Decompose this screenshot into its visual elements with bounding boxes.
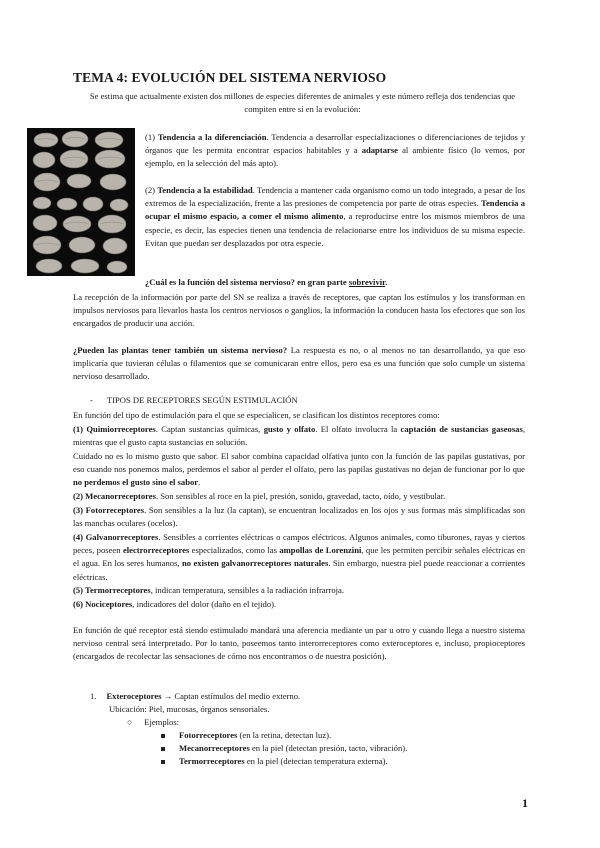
exteroceptors-heading: Exteroceptores: [106, 691, 162, 701]
receptor-1-text-e: , mientras que el gusto capta sustancias en solución.: [73, 424, 525, 448]
taste-note-text: Cuidado no es lo mismo gusto que sabor. El sabor combina capacidad olfativa junto con la función de las papilas gustativas, por eso cuando nos ponemos malos, perdemos el sabor al perder el olfato, pero las papilas gustativas no dejan de funcionar por lo que: [73, 451, 525, 475]
circle-bullet-icon: ○: [127, 717, 133, 727]
example-text: en la piel (detectan temperatura externa).: [244, 756, 388, 767]
section-heading: [90, 394, 520, 407]
exteroceptors-location: Ubicación: Piel, mucosas, órganos sensoriales.: [109, 704, 270, 714]
taste-note-end: .: [198, 477, 201, 488]
question-function-ns-text: ¿Cuál es la función del sistema nervioso? en gran parte: [145, 277, 349, 287]
question-function-ns-period: .: [385, 277, 388, 287]
receptor-3-text: . Son sensibles a la luz (la captan), se encuentran localizados en los ojos y sus formas más simplificadas son las manchas oculares (ocelos).: [73, 505, 526, 529]
receptor-1-text-c: . El olfato involucra la: [315, 424, 401, 434]
function-paragraph: En función de qué receptor está siendo estimulado mandará una aferencia mediante un par u otro y cuando llega a nuestro sistema nervioso central será interpretado. Por lo tanto, poseemos tanto interorreceptores como exteroceptores e, incluso, propioceptores (encargados de recolectar las sensaciones de cómo nos encontramos o de nuestra posición).: [73, 625, 525, 662]
receptor-3-heading: (3) Fotorreceptores: [73, 505, 145, 515]
tendency-1-paragraph: [145, 131, 525, 171]
receptor-2-heading: (2) Mecanorreceptores: [73, 491, 156, 501]
receptor-1-bold-b: gusto y olfato: [263, 424, 316, 434]
receptor-5-heading: (5) Termorreceptores: [73, 585, 151, 595]
list-item-exteroceptors: [90, 690, 520, 703]
intro-paragraph: Se estima que actualmente existen dos millones de especies diferentes de animales y este número refleja dos tendencias que compiten entre sí en la evolución:: [89, 91, 516, 114]
plants-question-paragraph: [73, 344, 525, 384]
plants-answer: La respuesta es no, o al menos no tan desarrollando, ya que eso implicaría que tuvieran células o filamentos que se comunicaran entre ellos, pero esa es una función que solo cumple un sistema nervioso desarrollado.: [73, 345, 525, 382]
receptor-4-paragraph: [73, 531, 525, 584]
section-dash: -: [90, 395, 93, 405]
page-title: TEMA 4: EVOLUCIÓN DEL SISTEMA NERVIOSO: [73, 70, 387, 85]
classify-paragraph: En función del tipo de estimulación para el que se especialicen, se clasifican los distintos receptores como:: [73, 410, 440, 420]
seeds-image: [27, 128, 135, 276]
tendency-1-bold: adaptarse: [361, 145, 398, 156]
tendency-1-text-c: al ambiente físico (lo vemos, por ejemplo, en la selección del más apto).: [145, 145, 525, 169]
taste-note-paragraph: [73, 450, 525, 490]
example-text: en la piel (detectan presión, tacto, vibración).: [249, 743, 408, 754]
list-item: [161, 755, 531, 768]
receptor-1-bold-d: captación de sustancias gaseosas: [400, 424, 523, 434]
receptor-5-paragraph: [73, 584, 525, 597]
taste-note-bold: no perdemos el gusto sino el sabor: [73, 477, 199, 488]
example-heading: Termorreceptores: [179, 756, 245, 767]
receptor-4-bold-b: electrorreceptores: [122, 545, 190, 556]
receptor-4-bold-d: ampollas de Lorenzini: [279, 545, 362, 556]
plants-question: ¿Pueden las plantas tener también un sistema nervioso?: [73, 345, 288, 355]
example-text: (en la retina, detectan luz).: [237, 730, 332, 740]
receptor-6-heading: (6) Nociceptores: [73, 599, 133, 609]
receptor-1-text-a: . Captan sustancias químicas,: [155, 424, 264, 434]
reception-paragraph: La recepción de la información por parte del SN se realiza a través de receptores, que captan los estímulos y los transforman en impulsos nerviosos para llevarlos hasta los centros nerviosos o ganglios, la información la conducen hasta los efectores que son los encargados de producir una acción.: [73, 292, 525, 329]
receptor-2-paragraph: [73, 490, 525, 503]
list-item: [161, 729, 531, 742]
square-bullet-icon: [161, 734, 165, 738]
page-number: 1: [522, 796, 528, 810]
receptor-1-paragraph: [73, 423, 525, 449]
tendency-2-text-c: , a reproducirse entre los mismos miembros de una especie, es decir, las especies tienen una tendencia de relacionarse entre los individuos de su misma especie. Evitan que puedan ser desplazados por otra especie.: [145, 211, 525, 248]
receptor-4-text-e: , que les permiten percibir señales eléctricas en el agua. En los seres humanos,: [73, 545, 526, 569]
receptor-4-heading: (4) Galvanorreceptores: [73, 532, 159, 542]
receptor-1-heading: (1) Quimiorreceptores: [73, 424, 156, 434]
square-bullet-icon: [161, 760, 165, 764]
receptor-4-text-c: especializados, como las: [189, 545, 280, 556]
section-title: TIPOS DE RECEPTORES SEGÚN ESTIMULACIÓN: [106, 395, 298, 405]
example-heading: Mecanorreceptores: [179, 743, 250, 754]
receptor-4-text-g: . Sin embargo, nuestra piel puede reaccionar a corrientes eléctricas.: [73, 558, 525, 582]
square-bullet-icon: [161, 747, 165, 751]
list-item: [161, 742, 531, 755]
tendency-1-heading: Tendencia a la diferenciación: [157, 132, 267, 142]
receptor-2-text: . Son sensibles al roce en la piel, presión, sonido, gravedad, tacto, oído, y vestibular.: [155, 491, 446, 501]
arrow-icon: →: [161, 691, 175, 701]
tendency-1-text-a: . Tendencia a desarrollar especializaciones o diferenciaciones de tejidos y órganos que les permita encontrar espacios habitables y a: [145, 132, 526, 156]
examples-label: Ejemplos:: [144, 717, 180, 727]
tendency-1-number: (1): [145, 132, 158, 142]
receptor-3-paragraph: [73, 504, 525, 530]
example-heading: Fotorreceptores: [179, 730, 238, 740]
exteroceptors-text: Captan estímulos del medio externo.: [174, 691, 301, 701]
seeds-photo: [27, 128, 135, 276]
examples-list: [161, 729, 531, 769]
examples-heading: [127, 716, 527, 729]
receptor-6-text: , indicadores del dolor (daño en el tejido).: [132, 599, 277, 609]
question-function-ns-answer: sobrevivir: [348, 277, 386, 287]
tendency-2-paragraph: [145, 184, 525, 250]
receptor-4-text-a: . Sensibles a corrientes eléctricas o campos eléctricos. Algunos animales, como tiburones, rayas y ciertos peces, poseen: [73, 532, 525, 556]
receptor-6-paragraph: [73, 598, 525, 611]
tendency-2-heading: Tendencia a la estabilidad: [157, 185, 253, 195]
tendency-2-text-a: . Tendencia a mantener cada organismo como un todo integrado, a pesar de los extremos de la especialización, frente a las presiones de competencia por parte de otras especies.: [145, 185, 526, 209]
receptor-5-text: , indican temperatura, sensibles a la radiación infrarroja.: [150, 585, 344, 595]
tendency-2-bold: Tendencia a ocupar el mismo espacio, a comer el mismo alimento: [145, 198, 526, 222]
question-function-ns: [145, 276, 525, 289]
tendency-2-number: (2): [145, 185, 158, 195]
receptor-4-bold-f: no existen galvanorreceptores naturales: [182, 558, 329, 569]
list-number: 1.: [90, 691, 97, 701]
